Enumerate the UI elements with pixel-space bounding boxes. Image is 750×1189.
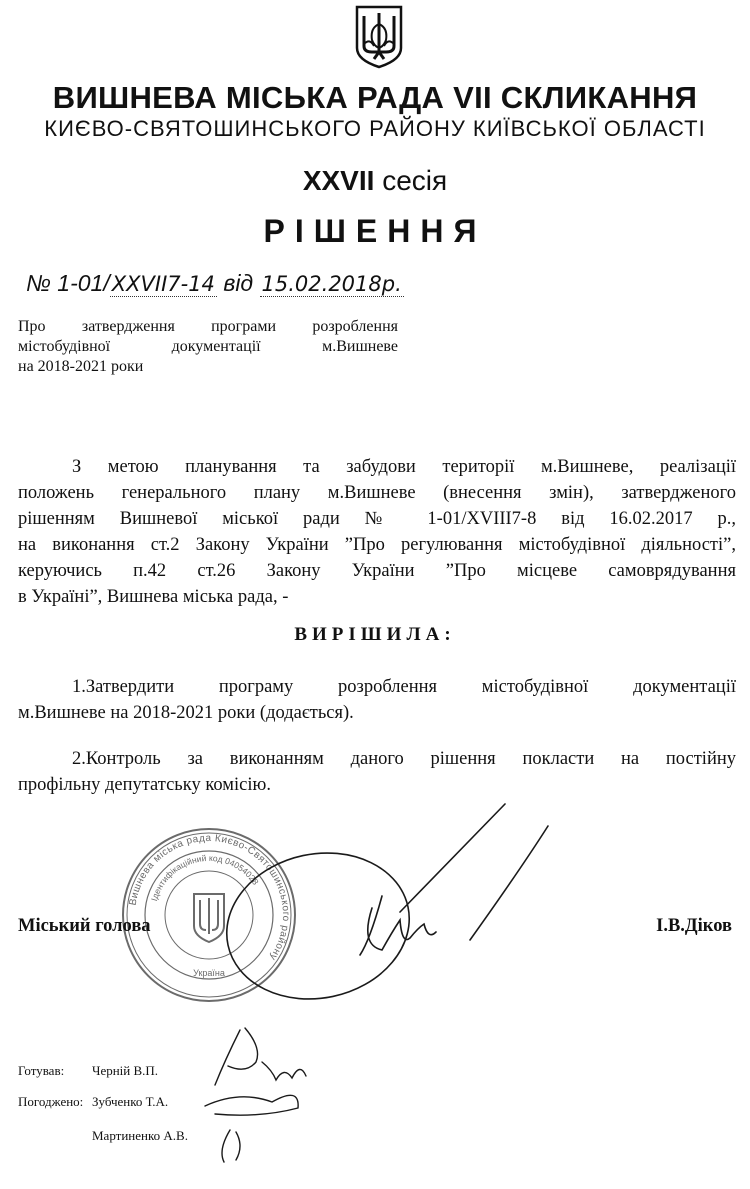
- district-subtitle: КИЄВО-СВЯТОШИНСЬКОГО РАЙОНУ КИЇВСЬКОЇ ОБЛАСТІ: [44, 116, 706, 141]
- stamp-bottom-text: Україна: [193, 968, 225, 978]
- session-word: сесія: [382, 165, 448, 196]
- preamble-line: на виконання ст.2 Закону України ”Про регулювання містобудівної діяльності”,: [18, 535, 736, 555]
- preamble-line: положень генерального плану м.Вишневе (внесення змін), затвердженого: [18, 483, 736, 503]
- stamp-outer-text: Вишнева міська рада Києво-Святошинського району: [127, 832, 292, 963]
- doc-date-label: від: [223, 270, 254, 296]
- item-line: м.Вишневе на 2018-2021 роки (додається).: [18, 703, 354, 723]
- doc-number-handwritten: XXVII7-14: [111, 272, 215, 296]
- decision-item-2: [18, 746, 736, 798]
- doc-number-prefix: № 1-01/: [26, 270, 110, 296]
- decision-subject: [18, 317, 398, 377]
- item-line: профільну депутатську комісію.: [18, 775, 271, 795]
- mayor-title-label: Міський голова: [18, 916, 151, 936]
- trident-emblem-icon: [354, 4, 404, 70]
- prepared-label: Готував:: [18, 1063, 65, 1078]
- council-title: ВИШНЕВА МІСЬКА РАДА VII СКЛИКАННЯ: [52, 80, 698, 115]
- item-line: 2.Контроль за виконанням даного рішення покласти на постійну: [72, 749, 736, 769]
- item-line: 1.Затвердити програму розроблення містобудівної документації: [72, 677, 736, 697]
- preamble-line: керуючись п.42 ст.26 Закону України ”Про місцеве самоврядування: [18, 561, 736, 581]
- stamp-trident-icon: [194, 894, 224, 942]
- session-number: XXVII: [302, 165, 375, 196]
- subject-line: містобудівної документації м.Вишневе: [18, 338, 398, 355]
- resolved-heading: ВИРІШИЛА:: [294, 624, 456, 645]
- approval-signatures-icon: [205, 1028, 306, 1162]
- doc-date-handwritten: 15.02.2018р.: [261, 272, 402, 296]
- agreed-name-1: Зубченко Т.А.: [92, 1094, 169, 1109]
- agreed-name-2: Мартиненко А.В.: [92, 1128, 188, 1143]
- mayor-name: І.В.Діков: [656, 916, 732, 936]
- preamble-line: в Україні”, Вишнева міська рада, -: [18, 587, 289, 607]
- official-stamp-seal: [120, 826, 298, 1004]
- session-heading: [0, 165, 750, 197]
- subject-line: Про затвердження програми розроблення: [18, 318, 398, 335]
- preamble-paragraph: [18, 454, 736, 610]
- preamble-line: рішенням Вишневої міської ради № 1-01/XVIII7-8 від 16.02.2017 р.,: [18, 509, 736, 529]
- document-number-line: [26, 270, 404, 297]
- agreed-label: Погоджено:: [18, 1094, 84, 1109]
- stamp-inner-text: Ідентифікаційний код 04054028: [148, 852, 261, 903]
- prepared-name: Черній В.П.: [92, 1063, 159, 1078]
- decision-title: РІШЕННЯ: [263, 213, 487, 249]
- decision-item-1: [18, 674, 736, 726]
- subject-line: на 2018-2021 роки: [18, 358, 144, 375]
- preamble-line: З метою планування та забудови території м.Вишневе, реалізації: [72, 457, 736, 477]
